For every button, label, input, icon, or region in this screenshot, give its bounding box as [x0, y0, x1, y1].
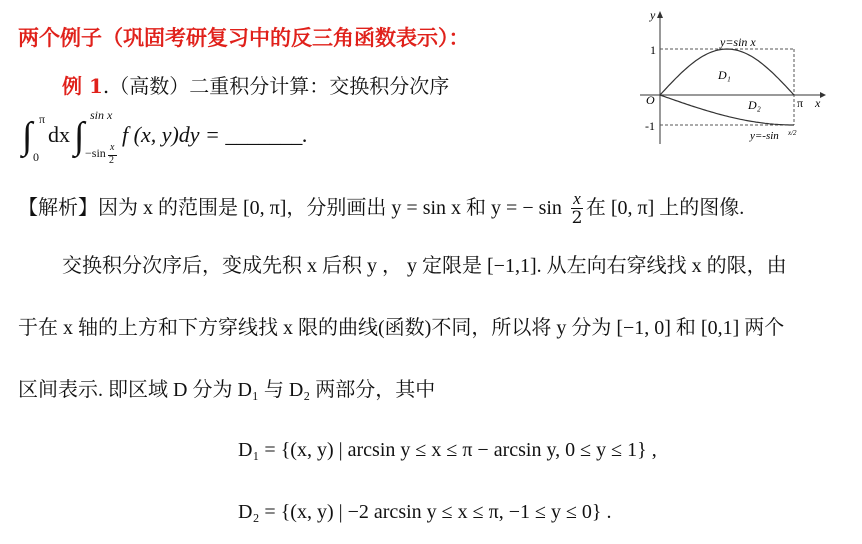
tick-neg1-label: -1 — [645, 119, 655, 133]
region-d2-label: D₂ — [748, 98, 761, 112]
x-axis-label: x — [815, 96, 821, 110]
double-integral — [22, 108, 342, 170]
integral-sign-outer: ∫ — [22, 115, 33, 157]
analysis-frac-num: x — [573, 189, 581, 208]
paragraph-3: 于在 x 轴的上方和下方穿线找 x 限的曲线(函数)不同，所以将 y 分为 [−1, 0] 和 [0,1] 两个 — [18, 317, 785, 339]
function-graph — [632, 8, 832, 148]
curve-sin-label: y=sin x — [720, 35, 756, 49]
analysis-frac-den: 2 — [571, 208, 583, 228]
analysis-fraction — [571, 190, 583, 227]
region-d1-label: D₁ — [718, 68, 731, 82]
integrand: f (x, y)dy = _______. — [122, 122, 308, 147]
example-text: .（高数）二重积分计算：交换积分次序 — [102, 74, 450, 98]
outer-differential: dx — [48, 122, 70, 147]
inner-lower-limit: −sin — [85, 146, 106, 160]
curve-neg-label: y=-sin — [750, 130, 779, 142]
analysis-line — [18, 190, 744, 227]
formula-d2: D₂ = {(x, y) | −2 arcsin y ≤ x ≤ π, −1 ≤ y ≤ 0} . — [238, 501, 612, 523]
formula-d1: D₁ = {(x, y) | arcsin y ≤ x ≤ π − arcsin y, 0 ≤ y ≤ 1} , — [238, 439, 657, 461]
inner-lower-frac-den: 2 — [109, 155, 114, 166]
paragraph-2: 交换积分次序后，变成先积 x 后积 y ， y 定限是 [−1,1]. 从左向右穿线找 x 的限，由 — [62, 255, 787, 277]
origin-label: O — [646, 93, 655, 107]
outer-upper-limit: π — [39, 112, 46, 126]
graph-background — [632, 8, 832, 148]
tick-1-label: 1 — [650, 43, 656, 57]
example-label: 例 1 — [62, 74, 103, 98]
pi-label: π — [797, 96, 804, 110]
paragraph-4: 区间表示. 即区域 D 分为 D₁ 与 D₂ 两部分，其中 — [18, 379, 436, 401]
example-line — [62, 70, 449, 99]
curve-neg-frac: x/2 — [788, 129, 797, 137]
outer-lower-limit: 0 — [33, 150, 39, 164]
inner-upper-limit: sin x — [90, 108, 113, 122]
section-heading: 两个例子（巩固考研复习中的反三角函数表示）： — [18, 25, 470, 50]
integral-sign-inner: ∫ — [74, 115, 85, 157]
analysis-label: 【解析】 — [18, 195, 98, 219]
analysis-tail: 在 [0, π] 上的图像. — [585, 197, 745, 219]
y-axis-label: y — [650, 8, 656, 22]
analysis-text: 因为 x 的范围是 [0, π]，分别画出 y = sin x 和 y = − sin — [98, 197, 562, 219]
inner-lower-frac-num: x — [110, 142, 115, 153]
